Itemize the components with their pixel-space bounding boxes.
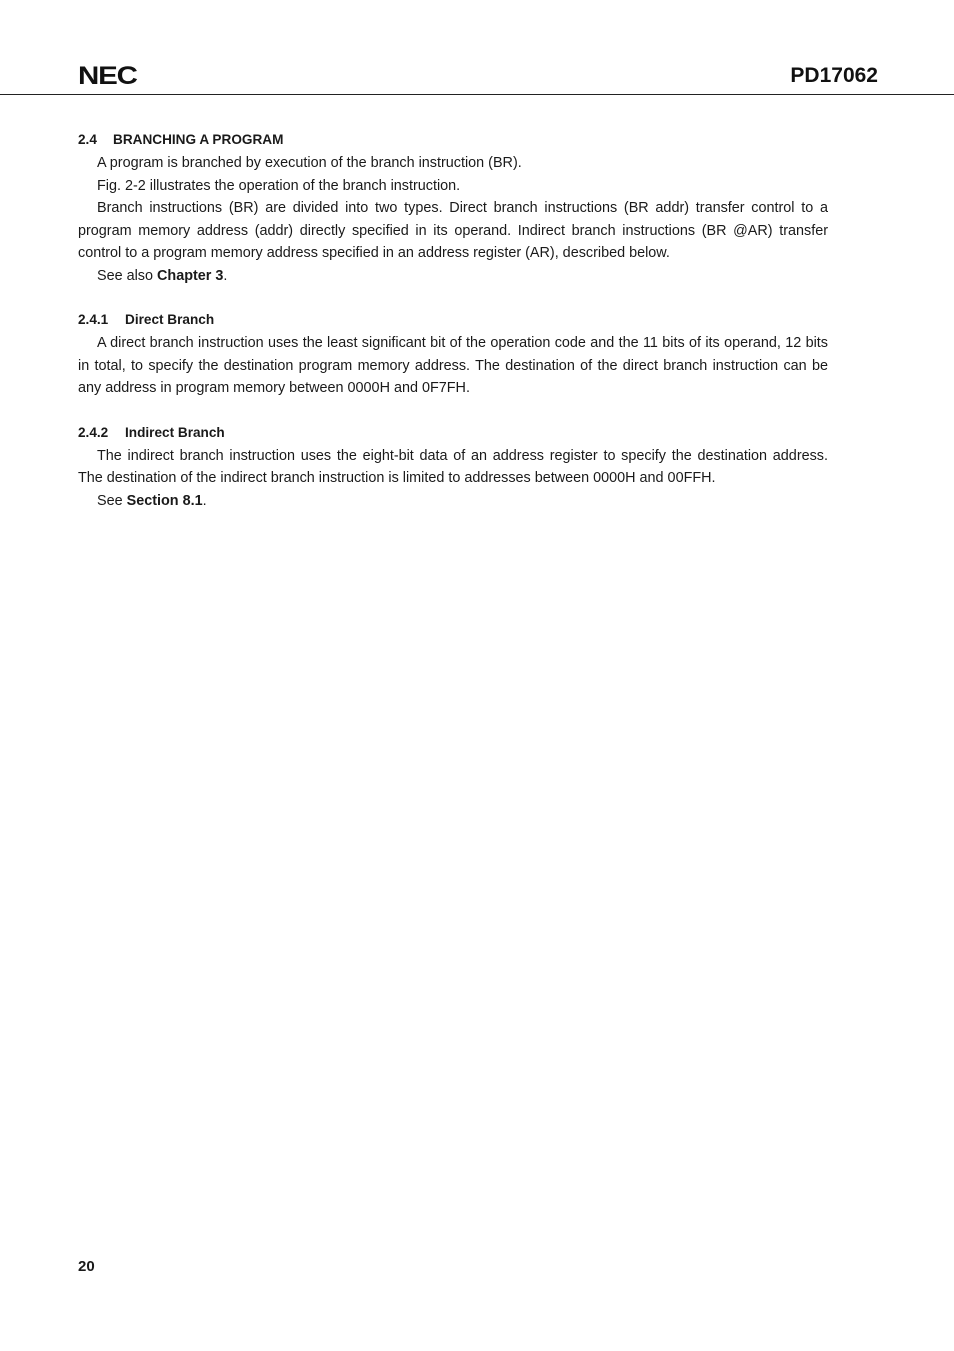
section-heading [78, 130, 828, 150]
nec-logo: NEC [78, 62, 137, 90]
section-paragraph-2: Fig. 2-2 illustrates the operation of the branch instruction. [97, 177, 461, 194]
see-also-prefix: See also [97, 267, 158, 284]
page-number: 20 [78, 1258, 95, 1275]
see-also-suffix: . [223, 267, 228, 284]
subsection-title: Indirect Branch [125, 424, 225, 440]
subsection-number: 2.4.1 [78, 312, 109, 327]
section-paragraph-1: A program is branched by execution of the branch instruction (BR). [97, 155, 522, 171]
section-reference: Section 8.1 [126, 492, 203, 509]
subsection-title: Direct Branch [125, 312, 215, 327]
header-rule [0, 94, 954, 95]
see-suffix: . [202, 492, 207, 509]
page-header [0, 0, 954, 96]
subsection-heading-indirect [78, 423, 828, 443]
subsection-heading-direct [78, 310, 828, 330]
direct-branch-paragraph: A direct branch instruction uses the least significant bit of the operation code and the 11 bits of its operand, 12 bits in total, to specify the destination program memory address. The destination of the direct branch instruction can be any address in program memory between 0000H and 0F7FH. [78, 335, 828, 396]
section-number: 2.4 [78, 132, 97, 147]
chapter-reference: Chapter 3 [157, 267, 224, 284]
indirect-see-section [78, 490, 828, 513]
indirect-branch-paragraph: The indirect branch instruction uses the eight-bit data of an address register to specify the destination address. The destination of the indirect branch instruction is limited to addresses between 0000H and 00FFH. [78, 447, 828, 486]
subsection-number: 2.4.2 [78, 424, 109, 440]
section-title: BRANCHING A PROGRAM [113, 132, 284, 147]
section-see-also [78, 265, 828, 288]
document-id: PD17062 [790, 64, 878, 87]
page-content [78, 130, 828, 512]
see-prefix: See [97, 492, 127, 509]
section-paragraph-3: Branch instructions (BR) are divided into two types. Direct branch instructions (BR addr) transfer control to a program memory address (addr) directly specified in its operand. Indirect branch instructions (BR @AR) transfer control to a program memory address specified in an address register (AR), described below. [78, 200, 828, 261]
